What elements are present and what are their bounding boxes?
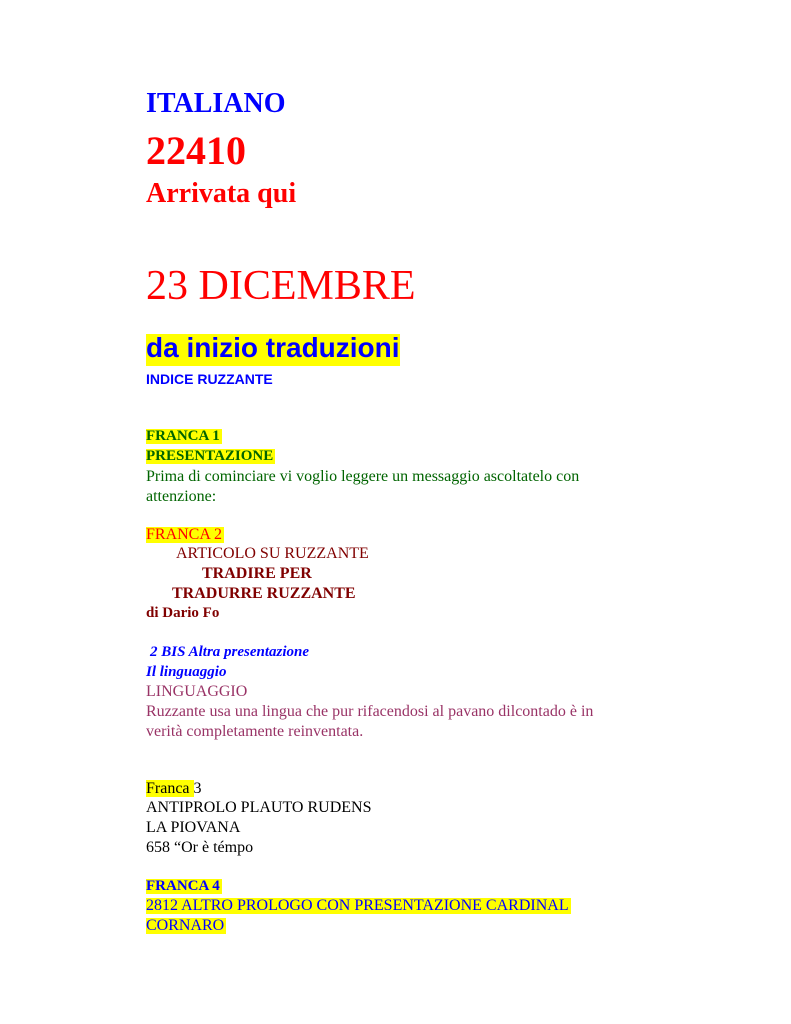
franca2-author: di Dario Fo <box>146 605 220 621</box>
franca3-line2: LA PIOVANA <box>146 819 241 836</box>
franca1-text-line1: Prima di cominciare vi voglio leggere un messaggio ascoltatelo con <box>146 468 580 485</box>
franca1-text-line2: attenzione: <box>146 488 217 505</box>
da-inizio-heading: da inizio traduzioni <box>146 334 400 366</box>
franca4-heading: FRANCA 4 <box>146 878 220 894</box>
franca4-line1: 2812 ALTRO PROLOGO CON PRESENTAZIONE CARDINAL <box>146 897 569 914</box>
franca1-subheading: PRESENTAZIONE <box>146 448 274 464</box>
franca3-heading-highlight: Franca <box>146 780 194 797</box>
bis-linguaggio-italic: Il linguaggio <box>146 664 227 680</box>
bis-heading: 2 BIS Altra presentazione <box>150 644 310 660</box>
franca3-heading-number: 3 <box>193 780 202 797</box>
arrivata-heading: Arrivata qui <box>146 178 297 209</box>
bis-linguaggio-caps: LINGUAGGIO <box>146 683 248 700</box>
franca4-line2: CORNARO <box>146 917 225 934</box>
franca2-articolo: ARTICOLO SU RUZZANTE <box>176 545 369 562</box>
franca3-line1: ANTIPROLO PLAUTO RUDENS <box>146 799 372 816</box>
franca3-line3: 658 “Or è témpo <box>146 839 254 856</box>
indice-heading: INDICE RUZZANTE <box>146 371 273 387</box>
franca2-heading: FRANCA 2 <box>146 526 223 543</box>
bis-text-line1: Ruzzante usa una lingua che pur rifacendosi al pavano dilcontado è in <box>146 703 594 720</box>
number-heading: 22410 <box>146 128 246 173</box>
franca2-tradurre: TRADURRE RUZZANTE <box>172 585 356 602</box>
date-heading: 23 DICEMBRE <box>146 263 416 309</box>
franca1-heading: FRANCA 1 <box>146 428 220 444</box>
franca3-heading <box>146 781 202 797</box>
franca2-tradire: TRADIRE PER <box>202 565 312 582</box>
italiano-heading: ITALIANO <box>146 88 286 119</box>
bis-text-line2: verità completamente reinventata. <box>146 723 364 740</box>
